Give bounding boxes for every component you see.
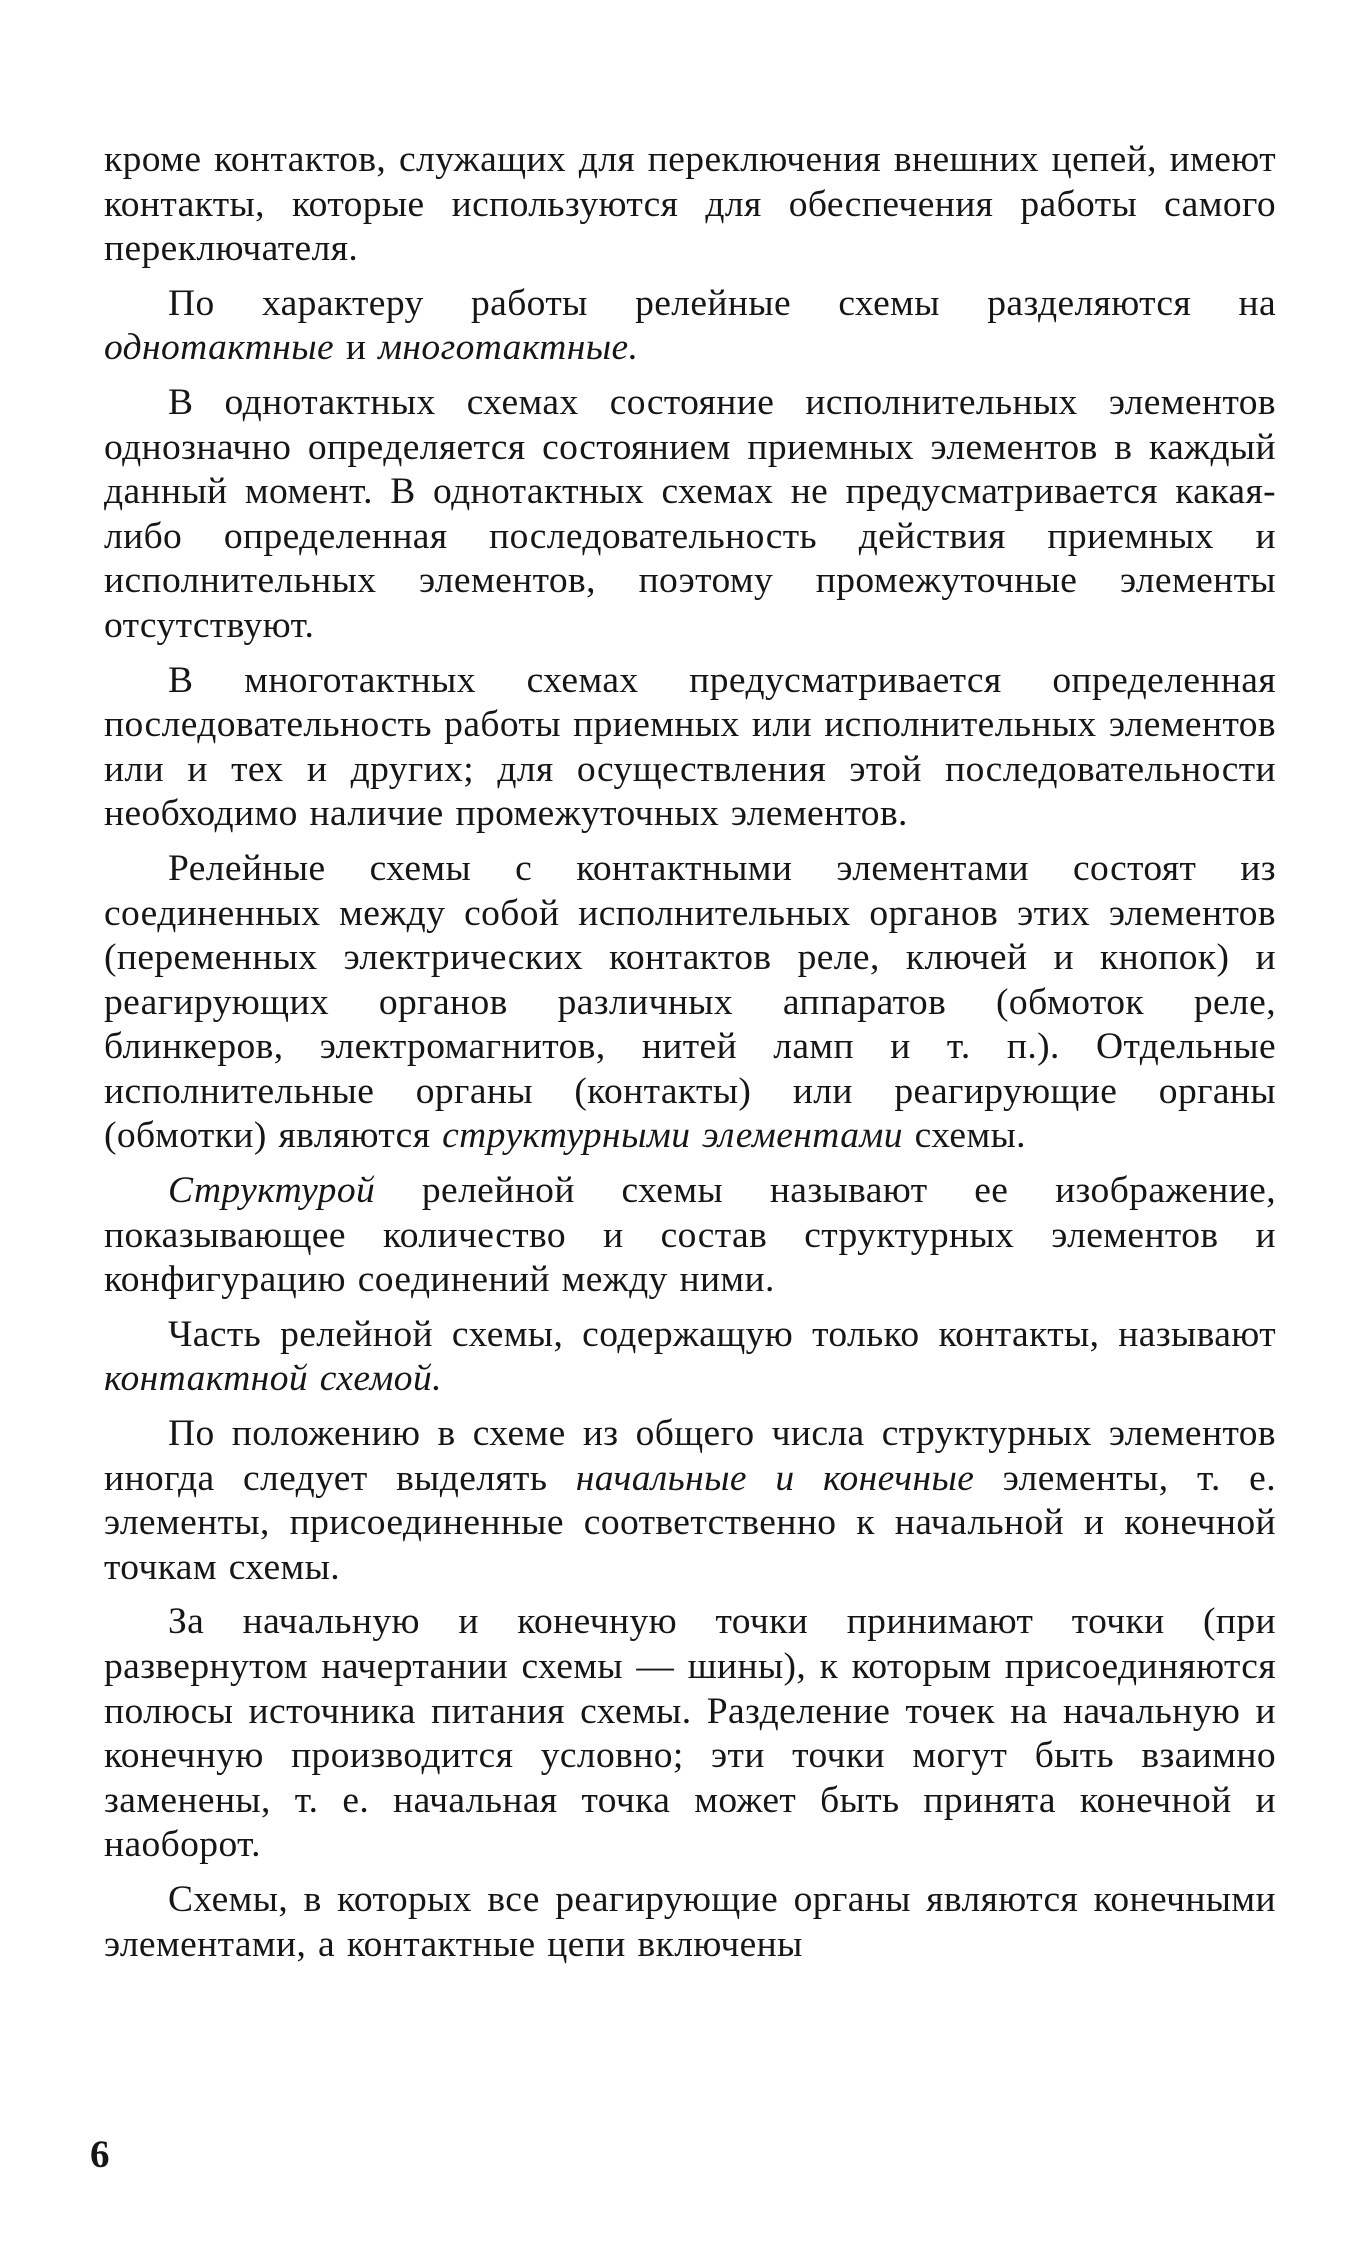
text-segment: Часть релейной схемы, содержащую только контакты, называют (168, 1313, 1276, 1355)
text-segment: схемы. (902, 1115, 1026, 1157)
text-segment: В многотактных схемах предусматривается определенная последовательность работы приемных или исполнительных элементов или и тех и других; для осуществления этой последовательности необходимо наличие промежуточных элементов. (104, 659, 1276, 835)
page-body (104, 138, 1276, 1977)
page-number: 6 (90, 2133, 110, 2176)
paragraph-final (104, 1878, 1276, 1967)
paragraph-start-end-points (104, 1600, 1276, 1868)
paragraph-contact-scheme (104, 1313, 1276, 1402)
paragraph-single-cycle (104, 381, 1276, 649)
text-segment: кроме контактов, служащих для переключения внешних цепей, имеют контакты, которые используются для обеспечения работы самого переключателя. (104, 139, 1276, 270)
term-structure: Структурой (168, 1170, 376, 1212)
text-segment: и (334, 327, 379, 369)
text-segment: По положению в схеме из общего числа структурных элементов иногда следует выделять (104, 1413, 1276, 1499)
text-segment: релейной схемы называют ее изображение, показывающее количество и состав структурных элементов и конфигурацию соединений между ними. (104, 1170, 1276, 1301)
paragraph-start-end-elements (104, 1412, 1276, 1590)
paragraph-structure (104, 1169, 1276, 1303)
term-start-end: начальные и конечные (575, 1457, 975, 1499)
text-segment: элементы, т. е. элементы, присоединенные соответственно к начальной и конечной точкам схемы. (104, 1457, 1276, 1588)
paragraph-classification (104, 282, 1276, 371)
paragraph-continued (104, 138, 1276, 272)
text-segment: Релейные схемы с контактными элементами состоят из соединенных между собой исполнительных органов этих элементов (переменных электрических контактов реле, ключей и кнопок) и реагирующих органов различных аппаратов (обмоток реле, блинкеров, электромагнитов, нитей ламп и т. п.). Отдельные исполнительные органы (контакты) или реагирующие органы (обмотки) являются (104, 847, 1276, 1157)
term-contact-scheme: контактной схемой. (104, 1358, 442, 1400)
text-segment: Схемы, в которых все реагирующие органы являются конечными элементами, а контактные цепи включены (104, 1878, 1276, 1965)
paragraph-multi-cycle (104, 659, 1276, 837)
text-segment: В однотактных схемах состояние исполнительных элементов однозначно определяется состоянием приемных элементов в каждый данный момент. В однотактных схемах не предусматривается какая-либо определенная последовательность действия приемных и исполнительных элементов, поэтому промежуточные элементы отсутствуют. (104, 381, 1276, 646)
paragraph-contact-elements (104, 847, 1276, 1159)
text-segment: По характеру работы релейные схемы разделяются на (168, 282, 1276, 324)
text-segment: За начальную и конечную точки принимают точки (при развернутом начертании схемы — шины), к которым присоединяются полюсы источника питания схемы. Разделение точек на начальную и конечную производится условно; эти точки могут быть взаимно заменены, т. е. начальная точка может быть принята конечной и наоборот. (104, 1601, 1276, 1866)
term-structural-elements: структурными элементами (442, 1115, 903, 1157)
term-multi-cycle: многотактные. (378, 327, 639, 369)
term-single-cycle: однотактные (104, 327, 335, 369)
